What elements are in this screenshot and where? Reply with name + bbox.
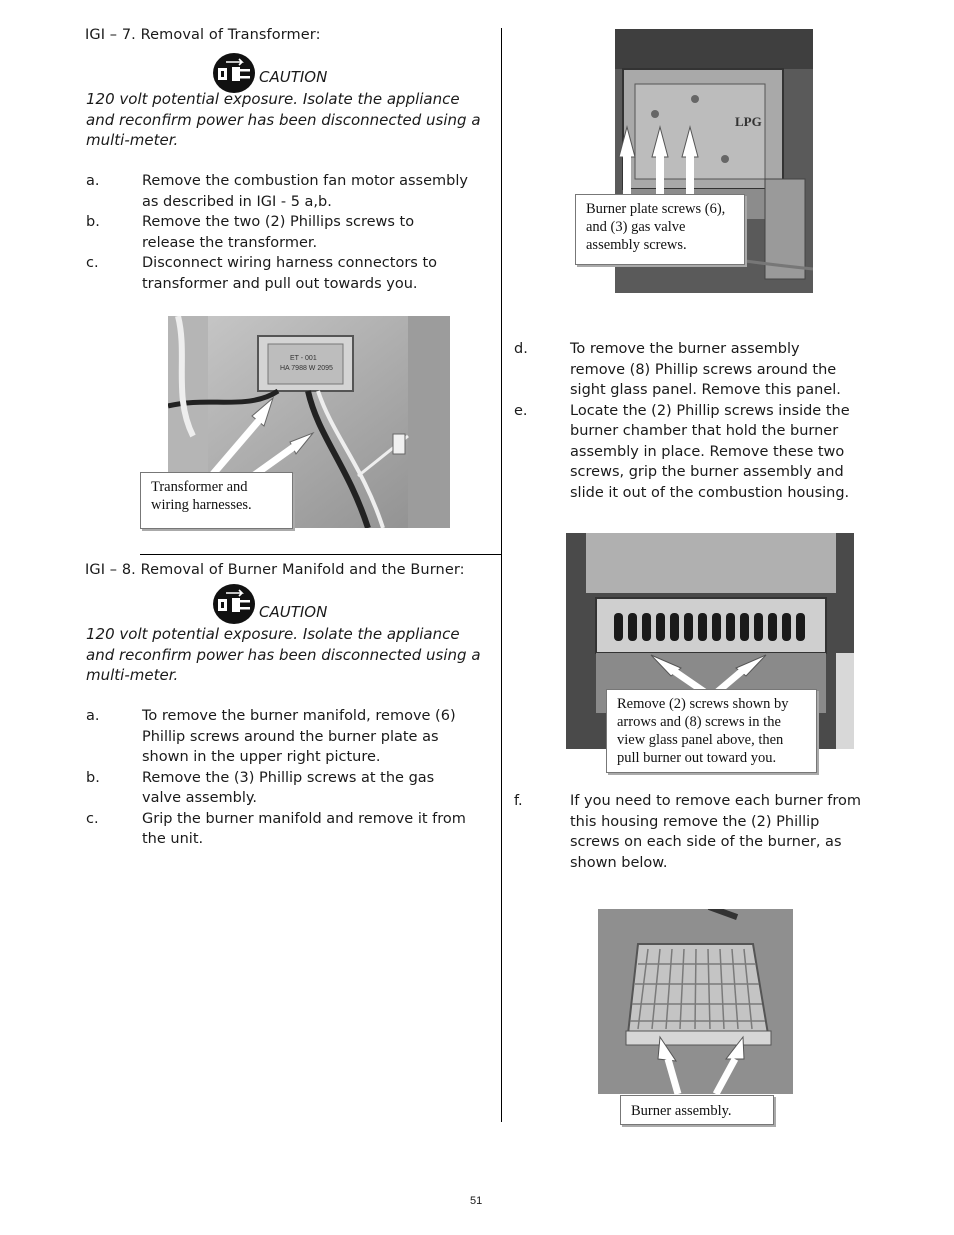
step-text: Locate the (2) Phillip screws inside the burner chamber that hold the burner assembly in place. Remove these two screws, grip the burner assembly and slide it out of the combustion housing.	[570, 402, 850, 501]
burner-chamber-callout: Remove (2) screws shown by arrows and (8) screws in the view glass panel above, then pull burner out toward you.	[606, 689, 817, 773]
step-label: f.	[514, 793, 523, 809]
list-item	[86, 212, 468, 253]
column-divider	[501, 28, 502, 1122]
section8-warning: 120 volt potential exposure. Isolate the appliance and reconfirm power has been disconnected using a multi-meter.	[86, 625, 481, 684]
list-item	[86, 253, 468, 294]
list-item	[86, 768, 468, 809]
burner-plate-callout: Burner plate screws (6), and (3) gas valve assembly screws.	[575, 194, 745, 265]
unplug-caution-icon	[212, 52, 256, 94]
section7-heading: IGI – 7. Removal of Transformer:	[85, 27, 321, 43]
page-number: 51	[470, 1195, 483, 1207]
section7-steps	[86, 171, 468, 294]
step-text: Grip the burner manifold and remove it from the unit.	[142, 810, 466, 847]
section8-heading: IGI – 8. Removal of Burner Manifold and the Burner:	[85, 562, 465, 578]
step-text: Remove the (3) Phillip screws at the gas valve assembly.	[142, 769, 435, 806]
list-item	[514, 401, 854, 504]
section8-steps	[86, 706, 468, 850]
step-text: Remove the combustion fan motor assembly as described in IGI - 5 a,b.	[142, 173, 468, 210]
step-text: If you need to remove each burner from this housing remove the (2) Phillip screws on each side of the burner, as shown below.	[570, 793, 862, 871]
step-label: a.	[86, 708, 100, 724]
steps-d-e	[514, 339, 854, 503]
section8-caution-label: CAUTION	[259, 603, 328, 621]
steps-f	[514, 791, 864, 873]
step-text: To remove the burner manifold, remove (6) Phillip screws around the burner plate as shown in the upper right picture.	[142, 708, 456, 765]
list-item	[514, 339, 854, 401]
section7-caution-label: CAUTION	[259, 68, 328, 86]
svg-text:HA 7988 W 2095: HA 7988 W 2095	[280, 365, 333, 372]
step-label: b.	[86, 214, 100, 230]
list-item	[514, 791, 864, 873]
burner-assembly-photo	[598, 909, 793, 1094]
step-label: e.	[514, 402, 528, 419]
section-divider	[140, 554, 502, 555]
step-label: b.	[86, 769, 100, 786]
list-item	[86, 171, 468, 212]
list-item	[86, 809, 468, 850]
step-text: Disconnect wiring harness connectors to transformer and pull out towards you.	[142, 255, 438, 292]
section7-warning: 120 volt potential exposure. Isolate the appliance and reconfirm power has been disconnected using a multi-meter.	[86, 90, 481, 149]
burner-assembly-callout: Burner assembly.	[620, 1095, 774, 1125]
step-label: c.	[86, 255, 99, 271]
svg-text:ET - 001: ET - 001	[290, 355, 317, 362]
list-item	[86, 706, 468, 768]
step-label: d.	[514, 341, 528, 357]
unplug-caution-icon	[212, 583, 256, 625]
transformer-callout: Transformer and wiring harnesses.	[140, 472, 293, 529]
step-label: a.	[86, 173, 100, 189]
lpg-label: LPG	[735, 114, 762, 129]
step-label: c.	[86, 810, 99, 827]
step-text: Remove the two (2) Phillips screws to release the transformer.	[142, 214, 415, 251]
step-text: To remove the burner assembly remove (8) Phillip screws around the sight glass panel. Remove this panel.	[570, 341, 841, 398]
